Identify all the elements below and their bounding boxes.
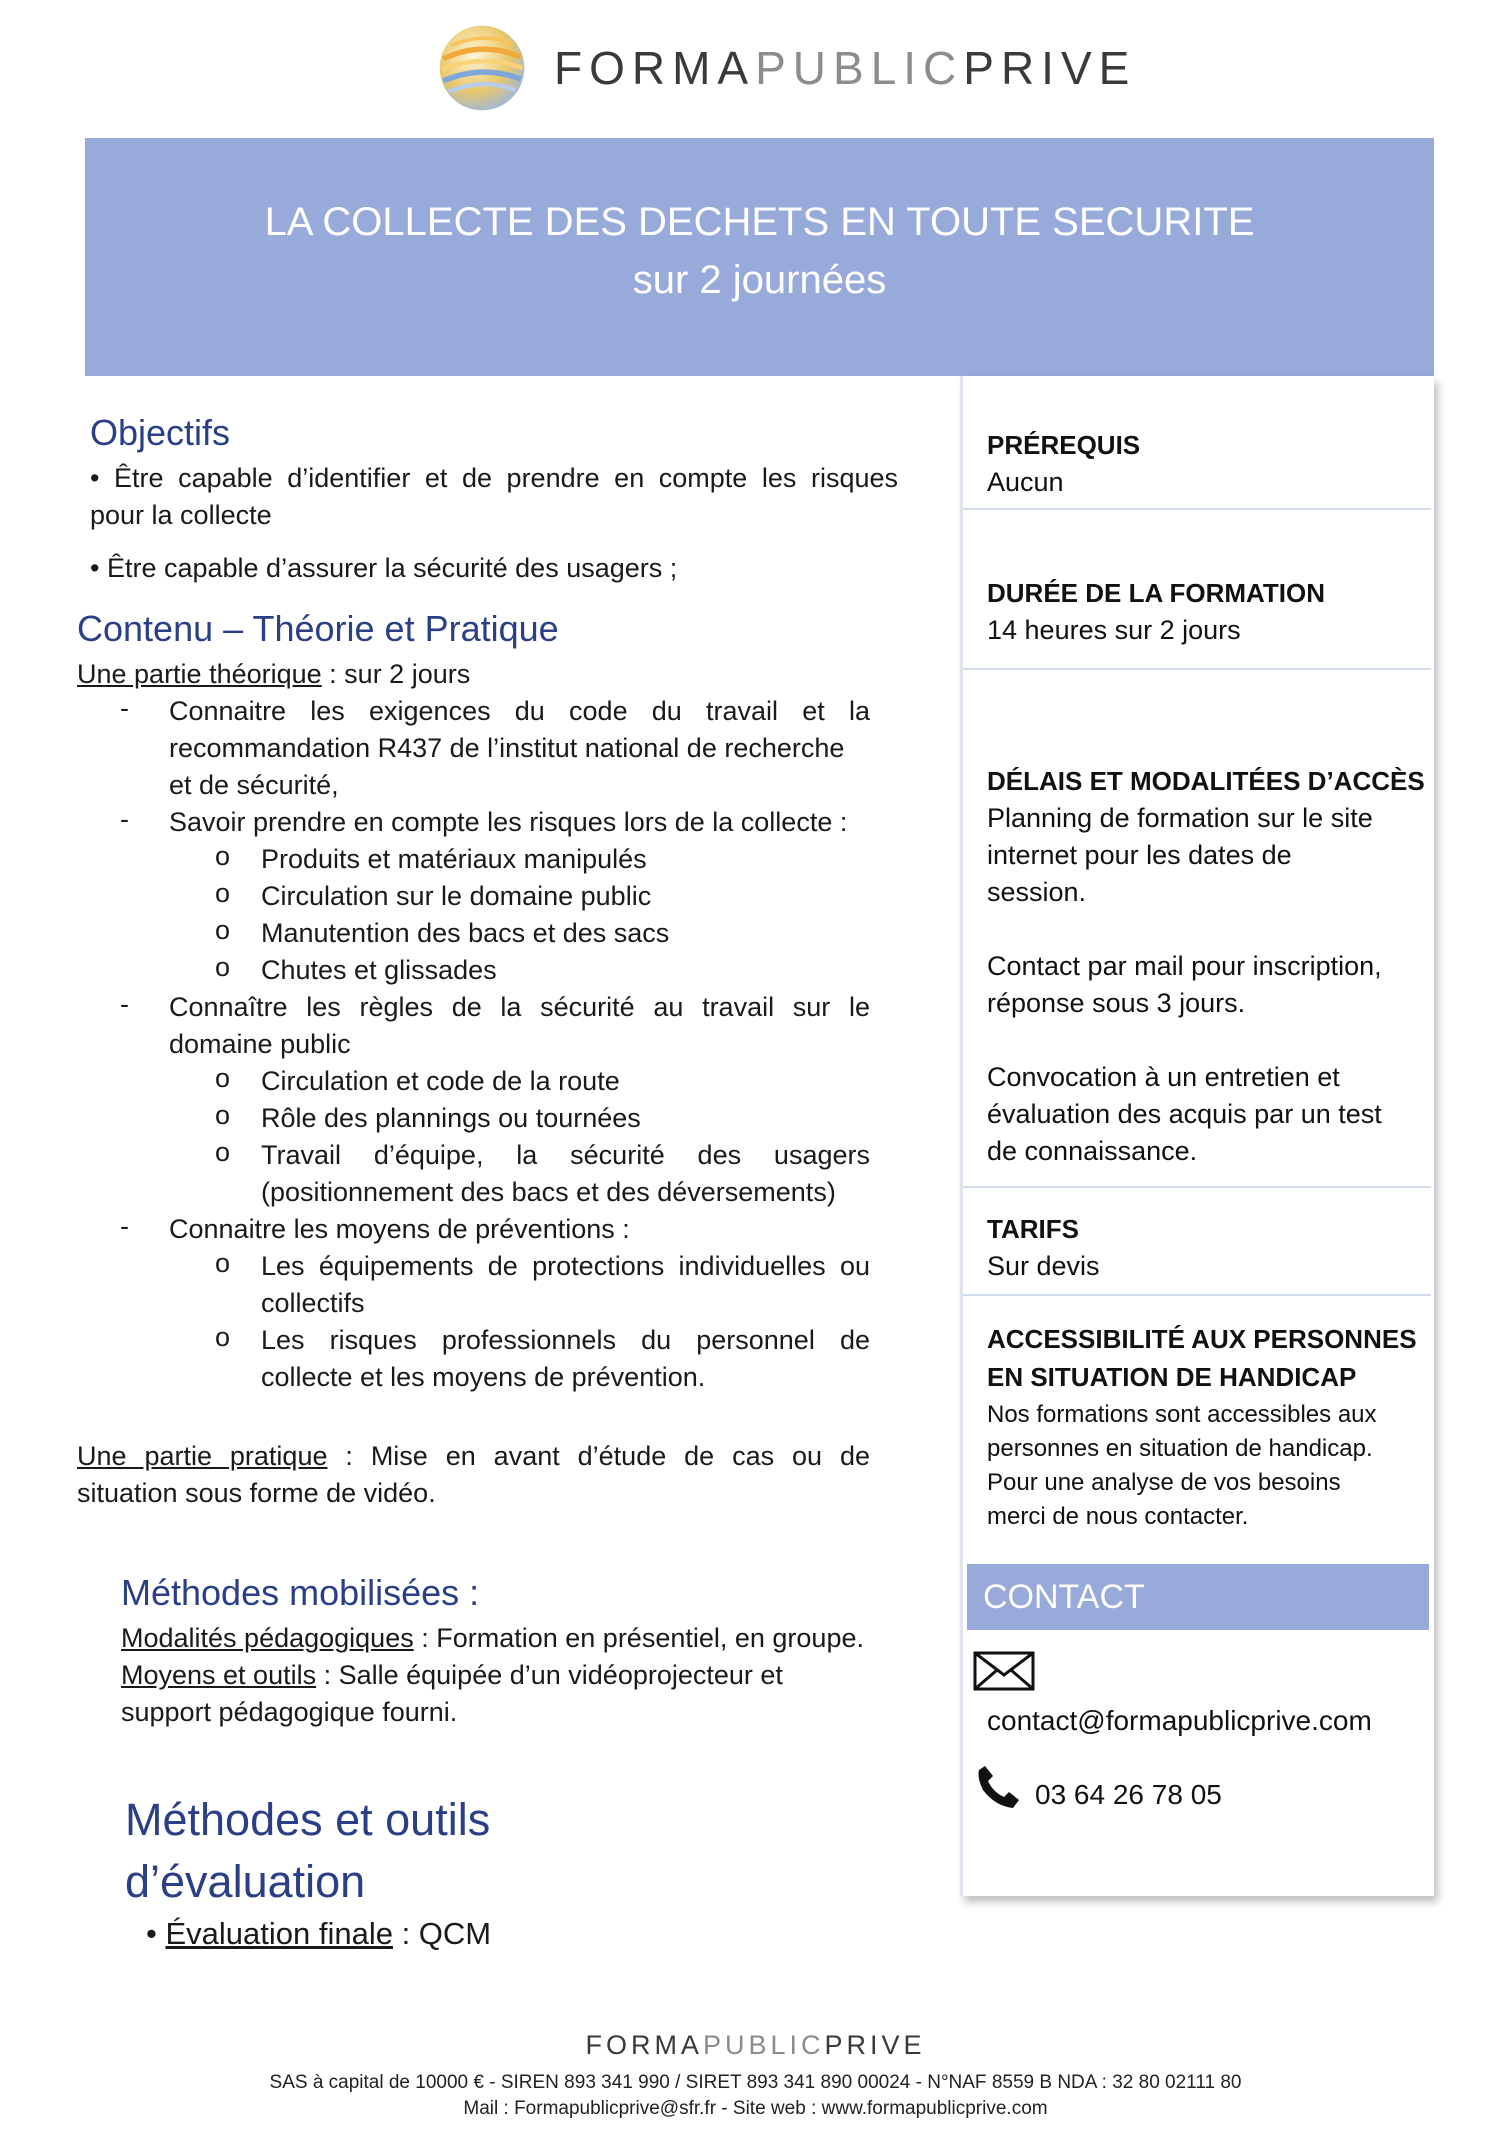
dash-3-line1: Connaître les règles de la sécurité au travail sur le [169,992,870,1022]
accessibilite-line2: personnes en situation de handicap. [987,1435,1373,1462]
circle-bullet: o [215,841,231,871]
accessibilite-line1: Nos formations sont accessibles aux [987,1401,1377,1428]
delais-line2: internet pour les dates de [987,840,1292,870]
circle-bullet: o [215,1137,231,1167]
delais-heading: DÉLAIS ET MODALITÉES D’ACCÈS [987,766,1425,796]
theory-intro: Une partie théorique : sur 2 jours [77,659,471,689]
methodes-heading: Méthodes mobilisées : [121,1572,480,1613]
page-subtitle: sur 2 journées [632,258,887,302]
page-title: LA COLLECTE DES DECHETS EN TOUTE SECURITE [264,200,1255,244]
dash-2: Savoir prendre en compte les risques lors de la collecte : [169,807,848,837]
dash-4-item-2-line1: Les risques professionnels du personnel de [261,1325,870,1355]
convocation-line3: de connaissance. [987,1136,1198,1166]
sidebar-divider [963,1186,1431,1188]
circle-bullet: o [215,952,231,982]
header-logo [436,20,1136,116]
dash-4-item-1-line2: collectifs [261,1288,365,1318]
contact-mail-line2: réponse sous 3 jours. [987,988,1246,1018]
duree-value: 14 heures sur 2 jours [987,615,1241,645]
sidebar-divider [963,508,1431,510]
contenu-heading: Contenu – Théorie et Pratique [77,608,559,649]
evaluation-heading-line1: Méthodes et outils [125,1794,491,1845]
contact-email[interactable]: contact@formapublicprive.com [987,1705,1372,1736]
dash-3-item-3-line2: (positionnement des bacs et des déversements) [261,1177,836,1207]
title-banner [85,138,1434,376]
prerequis-heading: PRÉREQUIS [987,430,1141,460]
moyens-line1: Moyens et outils : Salle équipée d’un vidéoprojecteur et [121,1660,783,1690]
circle-bullet: o [215,1322,231,1352]
circle-bullet: o [215,878,231,908]
accessibilite-line3: Pour une analyse de vos besoins [987,1469,1341,1496]
contact-title: CONTACT [983,1578,1145,1616]
objectif-item-2: • Être capable d’assurer la sécurité des usagers ; [90,553,678,583]
dash-2-item-2: Circulation sur le domaine public [261,881,652,911]
envelope-icon [973,1651,1035,1691]
objectif-item-1-line1: • Être capable d’identifier et de prendre en compte les risques [90,463,898,493]
dash-3-item-2: Rôle des plannings ou tournées [261,1103,641,1133]
tarifs-value: Sur devis [987,1251,1100,1281]
dash-4-item-1-line1: Les équipements de protections individuelles ou [261,1251,870,1281]
contact-band [967,1564,1429,1630]
footer-legal: SAS à capital de 10000 € - SIREN 893 341 990 / SIRET 893 341 890 00024 - N°NAF 8559 B NDA : 32 80 02111 80 [269,2072,1242,2093]
accessibilite-heading-line1: ACCESSIBILITÉ AUX PERSONNES [987,1324,1417,1354]
dash-3-item-3-line1: Travail d’équipe, la sécurité des usagers [261,1140,870,1170]
dash-3-item-1: Circulation et code de la route [261,1066,620,1096]
dash-2-item-4: Chutes et glissades [261,955,497,985]
delais-line3: session. [987,877,1087,907]
objectifs-heading: Objectifs [90,412,231,453]
dash-1-line2: recommandation R437 de l’institut national de recherche [169,733,845,763]
footer-contact: Mail : Formapublicprive@sfr.fr - Site web : www.formapublicprive.com [463,2098,1048,2119]
accessibilite-heading-line2: EN SITUATION DE HANDICAP [987,1362,1357,1392]
circle-bullet: o [215,915,231,945]
dash-bullet: - [120,1211,129,1241]
circle-bullet: o [215,1063,231,1093]
dash-bullet: - [120,693,129,723]
footer-logo: FORMAPUBLICPRIVE [585,2030,926,2060]
circle-bullet: o [215,1248,231,1278]
practice-line1: Une partie pratique : Mise en avant d’étude de cas ou de [77,1441,871,1471]
duree-heading: DURÉE DE LA FORMATION [987,578,1325,608]
sidebar-divider [963,1294,1431,1296]
contact-phone[interactable]: 03 64 26 78 05 [1035,1779,1222,1810]
logo-globe-icon [436,22,528,114]
dash-3-line2: domaine public [169,1029,351,1059]
prerequis-value: Aucun [987,467,1064,497]
delais-line1: Planning de formation sur le site [987,803,1373,833]
dash-bullet: - [120,804,129,834]
dash-1-line3: et de sécurité, [169,770,339,800]
convocation-line2: évaluation des acquis par un test [987,1099,1382,1129]
accessibilite-line4: merci de nous contacter. [987,1503,1249,1530]
evaluation-item: • Évaluation finale : QCM [146,1916,492,1951]
dash-2-item-1: Produits et matériaux manipulés [261,844,647,874]
dash-4-item-2-line2: collecte et les moyens de prévention. [261,1362,706,1392]
dash-2-item-3: Manutention des bacs et des sacs [261,918,670,948]
moyens-line2: support pédagogique fourni. [121,1697,458,1727]
phone-icon [975,1762,1023,1810]
dash-4: Connaitre les moyens de préventions : [169,1214,630,1244]
evaluation-heading-line2: d’évaluation [125,1856,366,1907]
practice-line2: situation sous forme de vidéo. [77,1478,436,1508]
sidebar-divider [963,668,1431,670]
brand-name: FORMAPUBLICPRIVE [554,42,1137,94]
tarifs-heading: TARIFS [987,1214,1079,1244]
convocation-line1: Convocation à un entretien et [987,1062,1340,1092]
modalites-line: Modalités pédagogiques : Formation en présentiel, en groupe. [121,1623,864,1653]
info-sidebar [960,376,1434,1896]
contact-mail-line1: Contact par mail pour inscription, [987,951,1382,981]
dash-1-line1: Connaitre les exigences du code du travail et la [169,696,870,726]
circle-bullet: o [215,1100,231,1130]
objectif-item-1-line2: pour la collecte [90,500,272,530]
dash-bullet: - [120,989,129,1019]
